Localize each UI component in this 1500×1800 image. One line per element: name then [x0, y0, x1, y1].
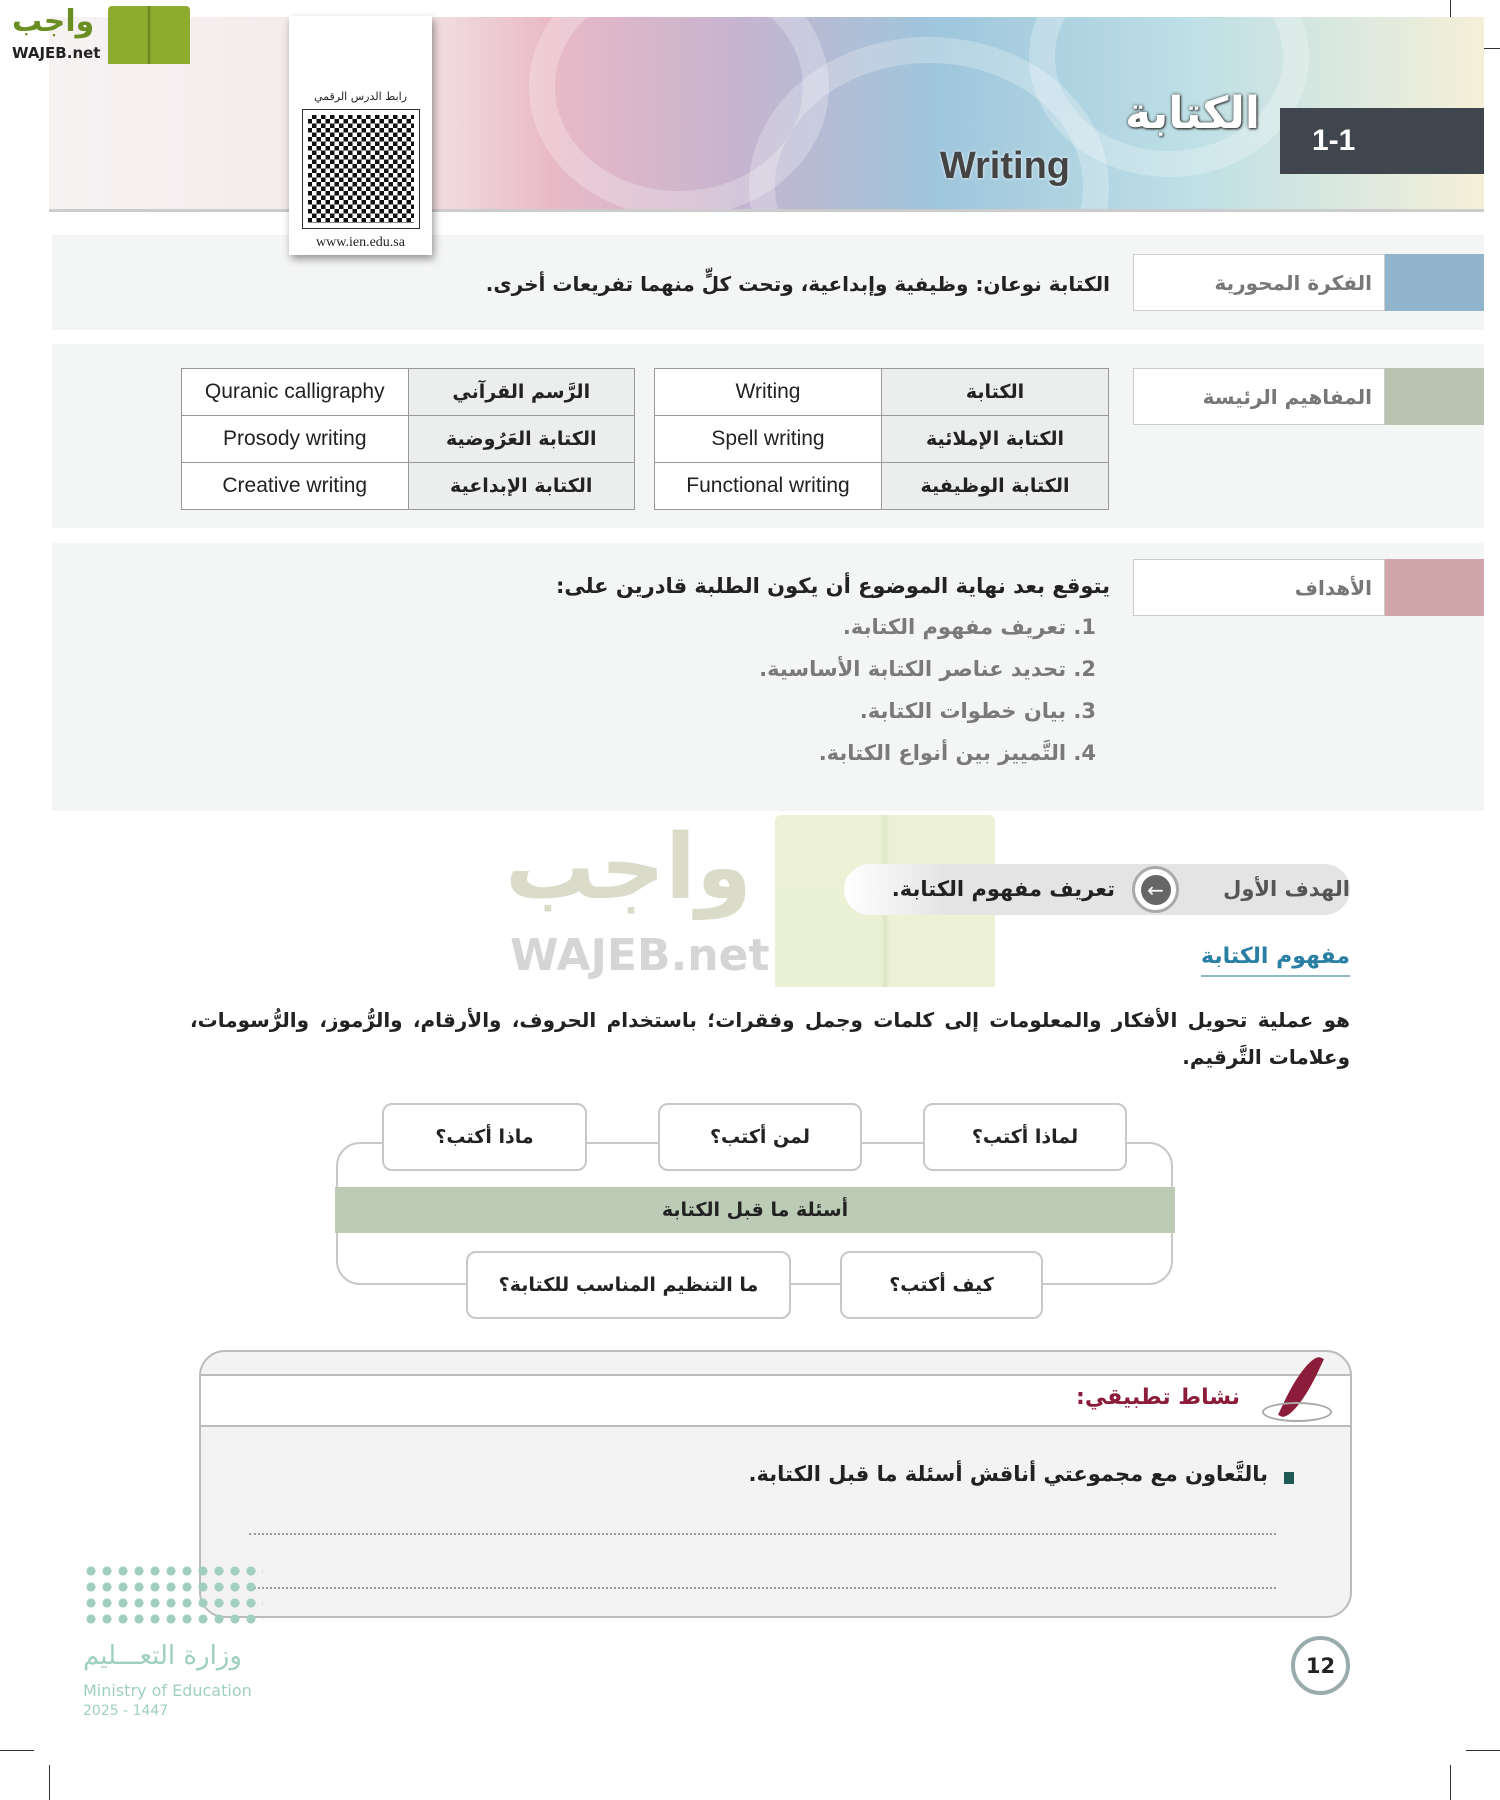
lesson-title-ar: الكتابة	[1125, 88, 1260, 139]
question-box: لماذا أكتب؟	[923, 1103, 1127, 1171]
diagram-center-bar: أسئلة ما قبل الكتابة	[335, 1187, 1175, 1233]
ministry-year: 2025 - 1447	[83, 1703, 169, 1719]
lesson-title-en: Writing	[939, 145, 1070, 187]
term-en: Spell writing	[655, 416, 882, 463]
arrow-left-icon: ←	[1132, 866, 1179, 913]
objective-item: 1. تعريف مفهوم الكتابة.	[842, 615, 1096, 639]
objectives-strip	[1385, 559, 1484, 616]
first-goal-label: الهدف الأول	[1223, 877, 1350, 901]
wajeb-logo-ar: واجب	[12, 4, 95, 39]
wajeb-logo-en: WAJEB.net	[12, 44, 101, 62]
lesson-number: 1-1	[1280, 108, 1484, 174]
concept-heading: مفهوم الكتابة	[1201, 944, 1350, 977]
crop-mark	[1450, 1765, 1451, 1800]
qr-code[interactable]	[302, 109, 420, 229]
lesson-banner	[49, 17, 1484, 212]
key-concepts-label: المفاهيم الرئيسة	[1133, 368, 1385, 425]
objective-item: 4. التَّمييز بين أنواع الكتابة.	[818, 741, 1096, 765]
term-en: Quranic calligraphy	[182, 369, 409, 416]
question-box: لمن أكتب؟	[658, 1103, 862, 1171]
table-row	[655, 463, 1109, 510]
objective-item: 3. بيان خطوات الكتابة.	[859, 699, 1096, 723]
watermark-text-ar: واجب	[505, 815, 752, 920]
term-en: Creative writing	[182, 463, 409, 510]
quill-icon	[1262, 1352, 1332, 1432]
objectives-intro: يتوقع بعد نهاية الموضوع أن يكون الطلبة قادرين على:	[555, 574, 1110, 598]
central-idea-text: الكتابة نوعان: وظيفية وإبداعية، وتحت كلٍّ منهما تفريعات أخرى.	[485, 272, 1110, 296]
key-concepts-strip	[1385, 368, 1484, 425]
central-idea-strip	[1385, 254, 1484, 311]
table-row	[182, 369, 635, 416]
table-row	[182, 463, 635, 510]
objective-item: 2. تحديد عناصر الكتابة الأساسية.	[759, 657, 1096, 681]
ministry-dots-icon	[83, 1563, 263, 1625]
ministry-name-ar: وزارة التعـــليم	[83, 1641, 242, 1671]
table-row	[655, 416, 1109, 463]
qr-card[interactable]	[289, 16, 432, 255]
concept-paragraph: هو عملية تحويل الأفكار والمعلومات إلى كلمات وجمل وفقرات؛ باستخدام الحروف، والأرقام، والرُّموز، والرُّسومات، وعلامات التَّرقيم.	[190, 1008, 1350, 1069]
page-number: 12	[1291, 1636, 1350, 1695]
ministry-logo	[83, 1563, 273, 1723]
crop-mark	[1466, 1750, 1500, 1751]
concepts-table-left	[181, 368, 635, 510]
qr-url[interactable]: www.ien.edu.sa	[316, 235, 405, 250]
answer-line[interactable]	[249, 1533, 1276, 1535]
wajeb-logo	[8, 4, 198, 68]
question-box: ماذا أكتب؟	[382, 1103, 587, 1171]
book-icon	[108, 6, 190, 64]
answer-line[interactable]	[249, 1587, 1276, 1589]
term-ar: الكتابة الوظيفية	[882, 463, 1109, 510]
table-row	[655, 369, 1109, 416]
central-idea-label: الفكرة المحورية	[1133, 254, 1385, 311]
crop-mark	[0, 1750, 34, 1751]
term-en: Prosody writing	[182, 416, 409, 463]
term-ar: الرَّسم القرآني	[408, 369, 635, 416]
activity-item: بالتَّعاون مع مجموعتي أناقش أسئلة ما قبل الكتابة.	[748, 1462, 1268, 1486]
table-row	[182, 416, 635, 463]
term-ar: الكتابة الإبداعية	[408, 463, 635, 510]
bullet-icon	[1284, 1472, 1294, 1484]
activity-title: نشاط تطبيقي:	[1076, 1385, 1240, 1410]
term-ar: الكتابة	[882, 369, 1109, 416]
question-box: ما التنظيم المناسب للكتابة؟	[466, 1251, 791, 1319]
concepts-table-right	[654, 368, 1109, 510]
term-en: Functional writing	[655, 463, 882, 510]
qr-caption: رابط الدرس الرقمي	[313, 90, 408, 103]
first-goal-text: تعريف مفهوم الكتابة.	[891, 877, 1115, 901]
ministry-name-en: Ministry of Education	[83, 1681, 252, 1700]
objectives-label: الأهداف	[1133, 559, 1385, 616]
crop-mark	[49, 1765, 50, 1800]
watermark-text-en: WAJEB.net	[510, 930, 770, 981]
question-box: كيف أكتب؟	[840, 1251, 1043, 1319]
term-ar: الكتابة العَرُوضية	[408, 416, 635, 463]
term-ar: الكتابة الإملائية	[882, 416, 1109, 463]
term-en: Writing	[655, 369, 882, 416]
